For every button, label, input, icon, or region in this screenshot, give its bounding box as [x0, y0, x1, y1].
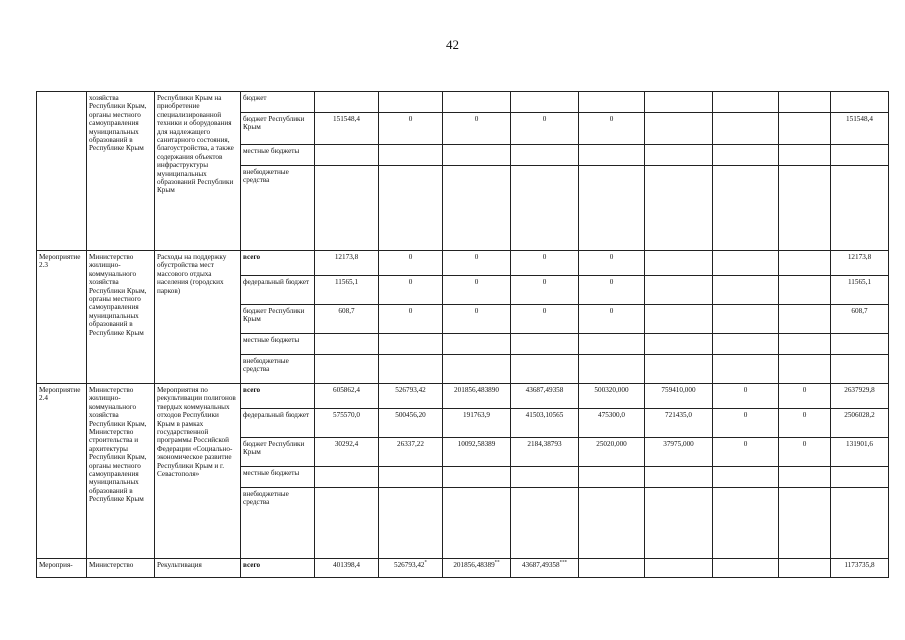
value-cell: [713, 355, 779, 384]
measure-number-cell: Мероприя-: [37, 559, 87, 578]
value-cell: 30292,4: [315, 438, 379, 467]
value-cell: [579, 166, 645, 251]
value-cell: 0: [379, 305, 443, 334]
value-cell: [645, 559, 713, 578]
value-text: 1173735,8: [844, 561, 875, 569]
value-cell: [831, 145, 889, 166]
value-cell: 0: [443, 251, 511, 276]
value-cell: 10092,58389: [443, 438, 511, 467]
value-cell: 0: [779, 384, 831, 409]
value-cell: [511, 559, 579, 578]
value-cell: 0: [779, 438, 831, 467]
value-cell: [779, 145, 831, 166]
value-cell: 191763,9: [443, 409, 511, 438]
value-cell: [779, 467, 831, 488]
value-cell: [443, 467, 511, 488]
table-row: [37, 384, 889, 409]
value-cell: [511, 467, 579, 488]
value-cell: [779, 251, 831, 276]
value-cell: [713, 113, 779, 145]
value-cell: [379, 467, 443, 488]
executor-cell: Министерство жилищно-коммунального хозяйства Республики Крым, Министерство строительства и архитектуры Республики Крым, органы местного самоуправления муниципальных образований в Республике Крым: [87, 384, 155, 559]
value-cell: 2506028,2: [831, 409, 889, 438]
footnote-mark: ***: [559, 560, 568, 566]
value-cell: [579, 559, 645, 578]
value-cell: [713, 467, 779, 488]
footnote-mark: **: [494, 560, 500, 566]
value-cell: [579, 92, 645, 113]
value-cell: 0: [443, 113, 511, 145]
value-cell: 0: [379, 251, 443, 276]
value-cell: 11565,1: [315, 276, 379, 305]
value-cell: [779, 559, 831, 578]
value-cell: [645, 305, 713, 334]
value-cell: [779, 355, 831, 384]
value-cell: [579, 355, 645, 384]
value-cell: [315, 92, 379, 113]
value-cell: [315, 355, 379, 384]
value-cell: 26337,22: [379, 438, 443, 467]
value-cell: [379, 145, 443, 166]
value-text: 401398,4: [333, 561, 360, 569]
value-cell: [779, 113, 831, 145]
value-cell: 0: [511, 113, 579, 145]
value-cell: 0: [579, 113, 645, 145]
value-cell: [713, 251, 779, 276]
value-cell: [645, 92, 713, 113]
value-cell: 575570,0: [315, 409, 379, 438]
measure-number-cell: [37, 92, 87, 251]
value-cell: [831, 92, 889, 113]
value-cell: 0: [779, 409, 831, 438]
value-cell: [511, 334, 579, 355]
value-cell: [315, 488, 379, 559]
value-cell: [443, 92, 511, 113]
value-cell: [443, 334, 511, 355]
value-cell: 11565,1: [831, 276, 889, 305]
value-cell: 500320,000: [579, 384, 645, 409]
value-cell: [779, 166, 831, 251]
funding-source-cell: бюджет Республики Крым: [241, 113, 315, 145]
value-cell: 608,7: [315, 305, 379, 334]
value-cell: [443, 488, 511, 559]
value-cell: 43687,49358: [511, 384, 579, 409]
funding-source-cell: местные бюджеты: [241, 334, 315, 355]
value-cell: [579, 488, 645, 559]
value-cell: [315, 559, 379, 578]
value-cell: [713, 145, 779, 166]
value-cell: [379, 355, 443, 384]
value-cell: [831, 355, 889, 384]
value-cell: 0: [713, 409, 779, 438]
value-cell: 608,7: [831, 305, 889, 334]
funding-source-cell: бюджет: [241, 92, 315, 113]
value-cell: [379, 166, 443, 251]
value-cell: 0: [579, 305, 645, 334]
value-cell: 0: [579, 251, 645, 276]
funding-source-cell: бюджет Республики Крым: [241, 438, 315, 467]
value-cell: [443, 355, 511, 384]
funding-source-cell: внебюджетные средства: [241, 488, 315, 559]
funding-source-cell: федеральный бюджет: [241, 409, 315, 438]
funding-source-cell: федеральный бюджет: [241, 276, 315, 305]
value-cell: [579, 467, 645, 488]
funding-source-cell: всего: [241, 251, 315, 276]
funding-source-cell: местные бюджеты: [241, 145, 315, 166]
value-cell: 500456,20: [379, 409, 443, 438]
value-cell: [831, 166, 889, 251]
value-cell: 0: [579, 276, 645, 305]
page-number: 42: [446, 37, 459, 52]
value-cell: [579, 145, 645, 166]
value-cell: [713, 92, 779, 113]
value-cell: [315, 145, 379, 166]
value-cell: 475300,0: [579, 409, 645, 438]
value-text: 201856,48389: [453, 561, 495, 569]
value-cell: [511, 488, 579, 559]
value-cell: [831, 334, 889, 355]
executor-cell: Министерство жилищно-коммунального хозяйства Республики Крым, органы местного самоуправления муниципальных образований в Республике Крым: [87, 251, 155, 384]
measure-description-cell: Расходы на поддержку обустройства мест массового отдыха населения (городских парков): [155, 251, 241, 384]
value-cell: [579, 334, 645, 355]
value-cell: 0: [511, 251, 579, 276]
value-cell: [645, 276, 713, 305]
value-cell: [379, 92, 443, 113]
value-cell: 526793,42: [379, 384, 443, 409]
value-cell: 12173,8: [831, 251, 889, 276]
value-cell: [645, 488, 713, 559]
value-cell: [645, 334, 713, 355]
value-cell: [645, 145, 713, 166]
value-cell: 2184,38793: [511, 438, 579, 467]
value-cell: [379, 559, 443, 578]
value-cell: 37975,000: [645, 438, 713, 467]
value-cell: [511, 355, 579, 384]
value-cell: 721435,0: [645, 409, 713, 438]
value-cell: [443, 166, 511, 251]
value-cell: [315, 166, 379, 251]
value-cell: 0: [713, 384, 779, 409]
value-cell: 12173,8: [315, 251, 379, 276]
value-cell: [713, 334, 779, 355]
value-cell: 201856,483890: [443, 384, 511, 409]
value-cell: [645, 251, 713, 276]
funding-source-cell: бюджет Республики Крым: [241, 305, 315, 334]
footnote-mark: *: [424, 560, 428, 566]
budget-table: [36, 91, 889, 578]
value-cell: 131901,6: [831, 438, 889, 467]
value-cell: [713, 276, 779, 305]
measure-description-cell: Рекультивация: [155, 559, 241, 578]
value-cell: [779, 488, 831, 559]
table-row: [37, 559, 889, 578]
value-cell: 605862,4: [315, 384, 379, 409]
value-cell: [443, 145, 511, 166]
measure-number-cell: Мероприятие 2.3: [37, 251, 87, 384]
value-cell: 41503,10565: [511, 409, 579, 438]
value-cell: [315, 334, 379, 355]
value-cell: [645, 355, 713, 384]
value-cell: 2637929,8: [831, 384, 889, 409]
value-cell: [713, 305, 779, 334]
value-cell: [713, 166, 779, 251]
value-text: 526793,42: [393, 561, 425, 569]
value-cell: 0: [713, 438, 779, 467]
funding-source-cell: внебюджетные средства: [241, 355, 315, 384]
funding-source-cell: местные бюджеты: [241, 467, 315, 488]
measure-description-cell: Республики Крым на приобретение специализированной техники и оборудования для надлежащего санитарного состояния, благоустройства, а также содержания объектов инфраструктуры муниципальных образований Республики Крым: [155, 92, 241, 251]
table-row: [37, 92, 889, 113]
funding-source-cell: внебюджетные средства: [241, 166, 315, 251]
executor-cell: хозяйства Республики Крым, органы местного самоуправления муниципальных образований в Республике Крым: [87, 92, 155, 251]
value-cell: 0: [379, 276, 443, 305]
value-cell: [779, 92, 831, 113]
value-cell: [779, 276, 831, 305]
value-cell: [713, 559, 779, 578]
value-cell: [831, 467, 889, 488]
value-cell: 0: [511, 276, 579, 305]
value-cell: [443, 559, 511, 578]
value-cell: 25020,000: [579, 438, 645, 467]
table-row: [37, 251, 889, 276]
value-cell: [779, 334, 831, 355]
value-cell: [511, 166, 579, 251]
value-cell: [379, 488, 443, 559]
funding-source-cell: всего: [241, 559, 315, 578]
value-cell: [831, 559, 889, 578]
value-cell: [511, 145, 579, 166]
value-cell: [315, 467, 379, 488]
value-cell: [379, 334, 443, 355]
value-cell: 0: [511, 305, 579, 334]
value-text: 43687,49358: [521, 561, 560, 569]
value-cell: 0: [443, 305, 511, 334]
value-cell: 759410,000: [645, 384, 713, 409]
executor-cell: Министерство: [87, 559, 155, 578]
value-cell: [779, 305, 831, 334]
value-cell: [645, 166, 713, 251]
measure-number-cell: Мероприятие 2.4: [37, 384, 87, 559]
value-cell: [645, 113, 713, 145]
value-cell: 0: [443, 276, 511, 305]
value-cell: [713, 488, 779, 559]
value-cell: 0: [379, 113, 443, 145]
value-cell: 151548,4: [831, 113, 889, 145]
value-cell: [645, 467, 713, 488]
measure-description-cell: Мероприятия по рекультивации полигонов твердых коммунальных отходов Республики Крым в рамках государственной программы Российской Федерации «Социально-экономическое развитие Республики Крым и г. Севастополя»: [155, 384, 241, 559]
value-cell: 151548,4: [315, 113, 379, 145]
value-cell: [831, 488, 889, 559]
value-cell: [511, 92, 579, 113]
funding-source-cell: всего: [241, 384, 315, 409]
